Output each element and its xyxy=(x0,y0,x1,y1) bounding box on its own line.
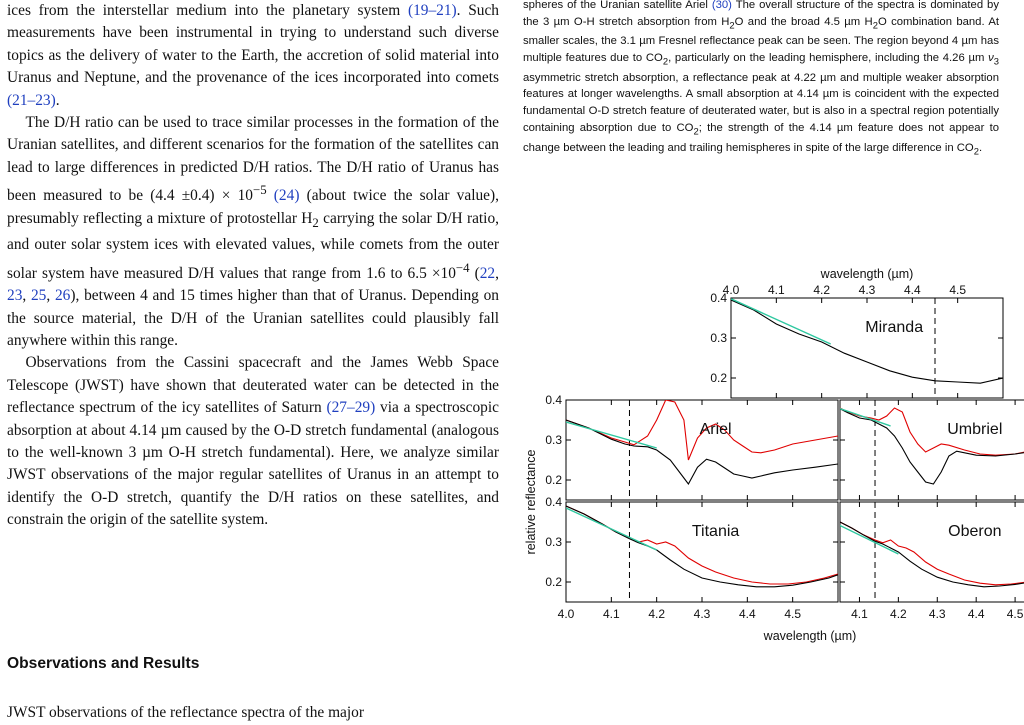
x-tick-label: 4.3 xyxy=(694,607,711,621)
x-tick-label: 4.4 xyxy=(904,283,921,297)
paragraph-4: JWST observations of the reflectance spectra of the major xyxy=(7,702,499,724)
section-heading: Observations and Results xyxy=(7,655,199,673)
x-tick-label: 4.5 xyxy=(1007,607,1024,621)
citation-link[interactable]: (27–29) xyxy=(326,399,375,416)
x-tick-label: 4.4 xyxy=(968,607,985,621)
panel-frame xyxy=(840,400,1024,500)
panel-label: Umbriel xyxy=(947,421,1002,438)
citation-link[interactable]: 25 xyxy=(31,287,46,304)
citation-link[interactable]: 22 xyxy=(480,265,495,282)
y-tick-label: 0.3 xyxy=(710,331,727,345)
x-axis-label: wavelength (µm) xyxy=(820,267,914,281)
left-column xyxy=(7,0,499,532)
x-tick-label: 4.4 xyxy=(739,607,756,621)
citation-link[interactable]: (30) xyxy=(712,0,732,11)
x-tick-label: 4.0 xyxy=(723,283,740,297)
x-tick-label: 4.1 xyxy=(851,607,868,621)
paragraph-2: The D/H ratio can be used to trace similar processes in the formation of the Uranian satellites, and different scenarios for the formation of the satellites can lead to large differences in predicted D/H ratios. The D/H ratio of Uranus has been measured to be $(4.4 \pm 0.4) \times 10^{-5}$ (24) (about twice the solar value), presumably reflecting a mixture of protostellar $H_2$ carrying the solar D/H ratio, and outer solar system ices with elevated values, while comets from the outer solar system have measured D/H values that range from 1.6 to $6.5 \times 10^{-4}$ (22, 23, 25, 26), between 4 and 15 times higher than that of Uranus. Depending on the source material, the D/H of the Uranian satellites could plausibly fall anywhere within this range. xyxy=(7,112,499,352)
y-tick-label: 0.3 xyxy=(545,433,562,447)
y-tick-label: 0.4 xyxy=(545,393,562,407)
y-tick-label: 0.2 xyxy=(545,575,562,589)
x-tick-label: 4.2 xyxy=(890,607,907,621)
citation-link[interactable]: (21–23) xyxy=(7,92,56,109)
panel-frame xyxy=(566,400,838,500)
y-tick-label: 0.3 xyxy=(545,535,562,549)
panel-frame xyxy=(566,502,838,602)
x-tick-label: 4.3 xyxy=(859,283,876,297)
panel-frame xyxy=(840,502,1024,602)
x-tick-label: 4.2 xyxy=(648,607,665,621)
panel-label: Ariel xyxy=(700,421,732,438)
x-tick-label: 4.3 xyxy=(929,607,946,621)
y-tick-label: 0.4 xyxy=(710,291,727,305)
y-axis-label: relative reflectance xyxy=(524,449,538,554)
x-tick-label: 4.1 xyxy=(603,607,620,621)
x-tick-label: 4.2 xyxy=(813,283,830,297)
y-tick-label: 0.2 xyxy=(545,473,562,487)
x-tick-label: 4.1 xyxy=(768,283,785,297)
panel-label: Miranda xyxy=(865,319,923,336)
paragraph-3: Observations from the Cassini spacecraft and the James Webb Space Telescope (JWST) have shown that deuterated water can be detected in the reflectance spectrum of the icy satellites of Saturn (27–29) via a spectroscopic absorption at about 4.14 µm caused by the O-D stretch fundamental (analogous to the well-known 3 µm O-H stretch fundamental). Here, we analyze similar JWST observations of the major regular satellites of Uranus in an attempt to identify the O-D stretch, quantify the D/H ratios on these satellites, and constrain the origin of the satellite system. xyxy=(7,352,499,531)
paragraph-1: ices from the interstellar medium into the planetary system (19–21). Such measurements have been instrumental in trying to understand such diverse topics as the delivery of water to the Earth, the accretion of solid material into Uranus and Neptune, and the provenance of the ices incorporated into comets (21–23). xyxy=(7,0,499,112)
panel-label: Oberon xyxy=(948,523,1001,540)
y-tick-label: 0.4 xyxy=(545,495,562,509)
x-tick-label: 4.5 xyxy=(784,607,801,621)
x-tick-label: 4.0 xyxy=(558,607,575,621)
spectra-figure xyxy=(510,258,1010,658)
citation-link[interactable]: 26 xyxy=(55,287,70,304)
x-axis-label: wavelength (µm) xyxy=(763,629,857,643)
citation-link[interactable]: (24) xyxy=(274,187,300,204)
x-tick-label: 4.5 xyxy=(949,283,966,297)
panel-label: Titania xyxy=(692,523,740,540)
y-tick-label: 0.2 xyxy=(710,371,727,385)
panel-frame xyxy=(731,298,1003,398)
citation-link[interactable]: (19–21) xyxy=(408,2,457,19)
citation-link[interactable]: 23 xyxy=(7,287,22,304)
figure-caption: spheres of the Uranian satellite Ariel (30) The overall structure of the spectra is dominated by the 3 µm O-H stretch absorption from $H_2O$ and the broad 4.5 µm $H_2O$ combination band. At smaller scales, the 3.1 µm Fresnel reflectance peak can be seen. The region beyond 4 µm has multiple features due to $CO_2$, particularly on the leading hemisphere, including the 4.26 µm $\nu_3$ asymmetric stretch absorption, a reflectance peak at 4.22 µm and multiple weaker absorption features at longer wavelengths. A small absorption at 4.14 µm is coincident with the expected fundamental O-D stretch feature of deuterated water, but is also in a spectral region potentially containing absorption due to $CO_2$; the strength of the 4.14 µm feature does not appear to change between the leading and trailing hemispheres in spite of the large difference in $CO_2$. xyxy=(523,0,999,159)
